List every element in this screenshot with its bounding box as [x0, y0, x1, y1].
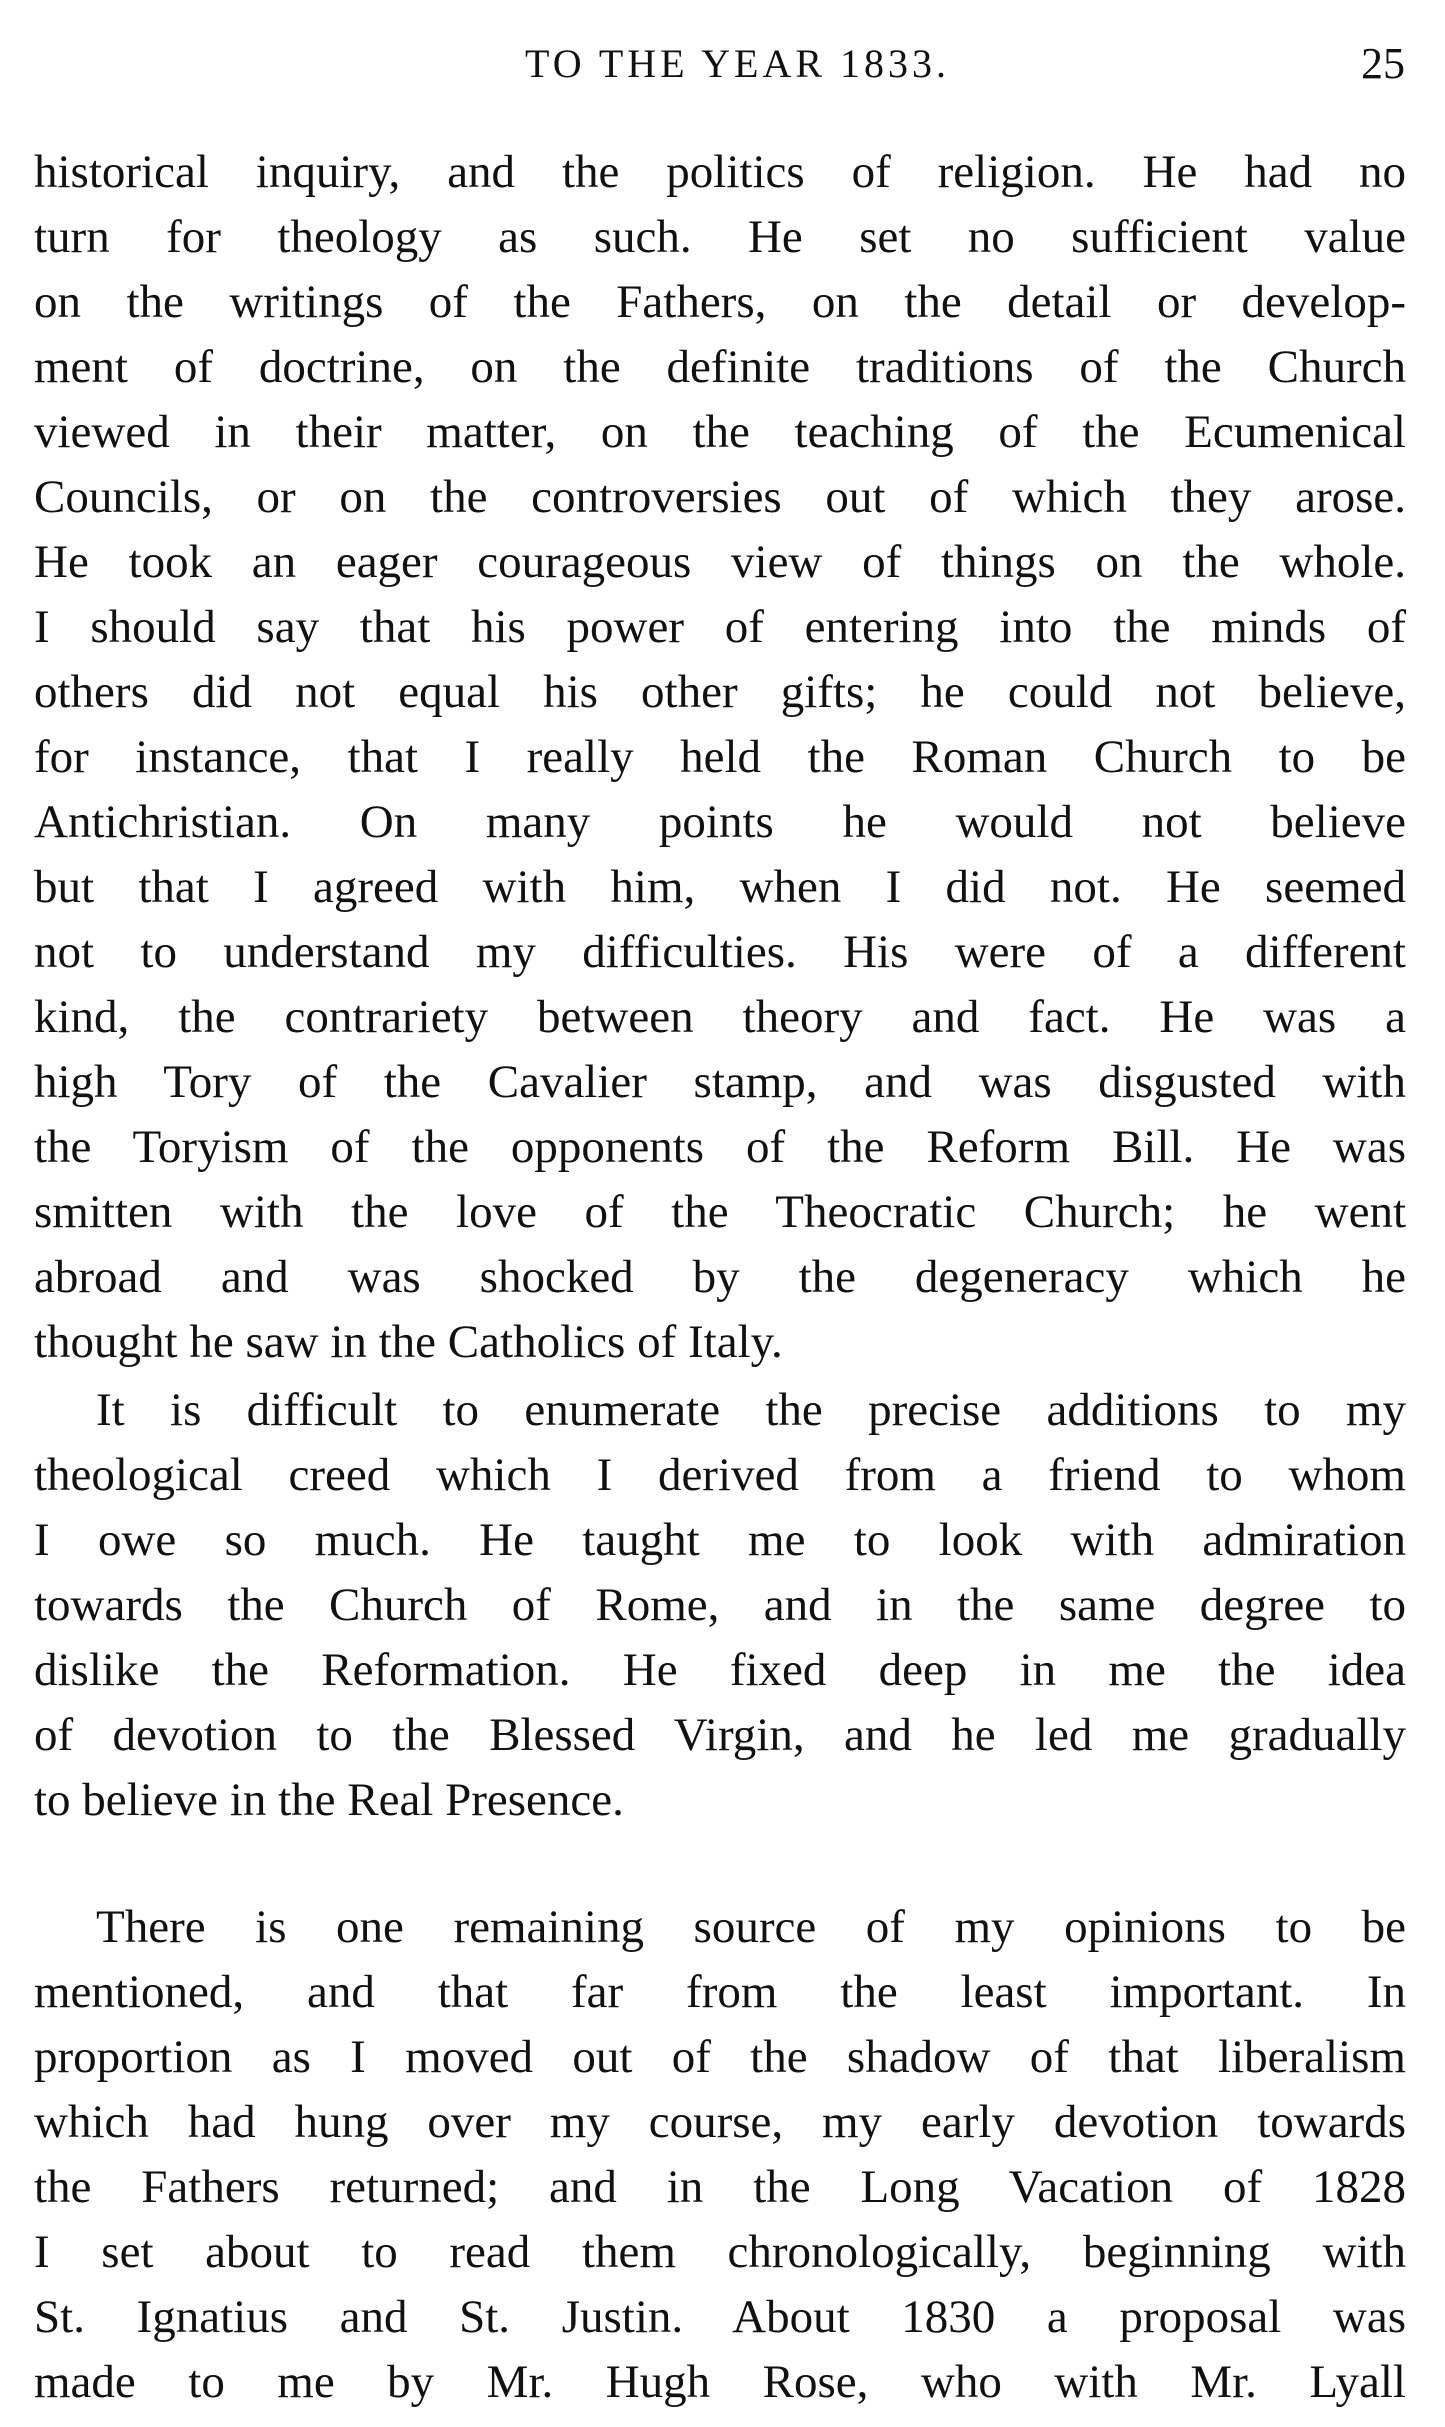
text-line: which had hung over my course, my early devotion towards [34, 2096, 1406, 2148]
text-line: high Tory of the Cavalier stamp, and was disgusted with [34, 1056, 1406, 1108]
text-line: viewed in their matter, on the teaching of the Ecumenical [34, 406, 1406, 458]
text-line: smitten with the love of the Theocratic Church; he went [34, 1186, 1406, 1238]
text-line: theological creed which I derived from a friend to whom [34, 1449, 1406, 1501]
text-line: Councils, or on the controversies out of which they arose. [34, 471, 1406, 523]
text-line: He took an eager courageous view of things on the whole. [34, 536, 1406, 588]
text-line: abroad and was shocked by the degeneracy which he [34, 1251, 1406, 1303]
paragraph [34, 1378, 1406, 1833]
text-line: to believe in the Real Presence. [34, 1774, 624, 1826]
text-line: the Toryism of the opponents of the Reform Bill. He was [34, 1121, 1406, 1173]
text-line: ment of doctrine, on the definite traditions of the Church [34, 341, 1406, 393]
text-line: I owe so much. He taught me to look with admiration [34, 1514, 1406, 1566]
text-line: Antichristian. On many points he would not believe [34, 796, 1406, 848]
paragraph [34, 1895, 1406, 2415]
text-line: turn for theology as such. He set no sufficient value [34, 211, 1406, 263]
text-line: dislike the Reformation. He fixed deep in me the idea [34, 1644, 1406, 1696]
text-line: made to me by Mr. Hugh Rose, who with Mr. Lyall [34, 2356, 1406, 2408]
running-title: TO THE YEAR 1833. [524, 41, 951, 86]
text-line: towards the Church of Rome, and in the same degree to [34, 1579, 1406, 1631]
text-line: on the writings of the Fathers, on the detail or develop- [34, 276, 1406, 328]
text-line: I set about to read them chronologically, beginning with [34, 2226, 1406, 2278]
text-line: kind, the contrariety between theory and fact. He was a [34, 991, 1406, 1043]
text-line: historical inquiry, and the politics of religion. He had no [34, 146, 1406, 198]
page-number: 25 [1361, 39, 1405, 88]
text-line: but that I agreed with him, when I did not. He seemed [34, 861, 1406, 913]
paragraph-continued [34, 140, 1406, 1375]
text-line: mentioned, and that far from the least important. In [34, 1966, 1406, 2018]
text-line: It is difficult to enumerate the precise additions to my [96, 1384, 1406, 1436]
text-line: not to understand my difficulties. His were of a different [34, 926, 1406, 978]
text-line: of devotion to the Blessed Virgin, and he led me gradually [34, 1709, 1406, 1761]
text-line: proportion as I moved out of the shadow of that liberalism [34, 2031, 1406, 2083]
text-line: others did not equal his other gifts; he could not believe, [34, 666, 1406, 718]
text-line: thought he saw in the Catholics of Italy. [34, 1316, 783, 1368]
text-line: the Fathers returned; and in the Long Vacation of 1828 [34, 2161, 1406, 2213]
running-head [30, 34, 1405, 94]
text-line: I should say that his power of entering into the minds of [34, 601, 1406, 653]
text-line: St. Ignatius and St. Justin. About 1830 a proposal was [34, 2291, 1406, 2343]
text-line: for instance, that I really held the Roman Church to be [34, 731, 1406, 783]
text-line: There is one remaining source of my opinions to be [96, 1901, 1406, 1953]
